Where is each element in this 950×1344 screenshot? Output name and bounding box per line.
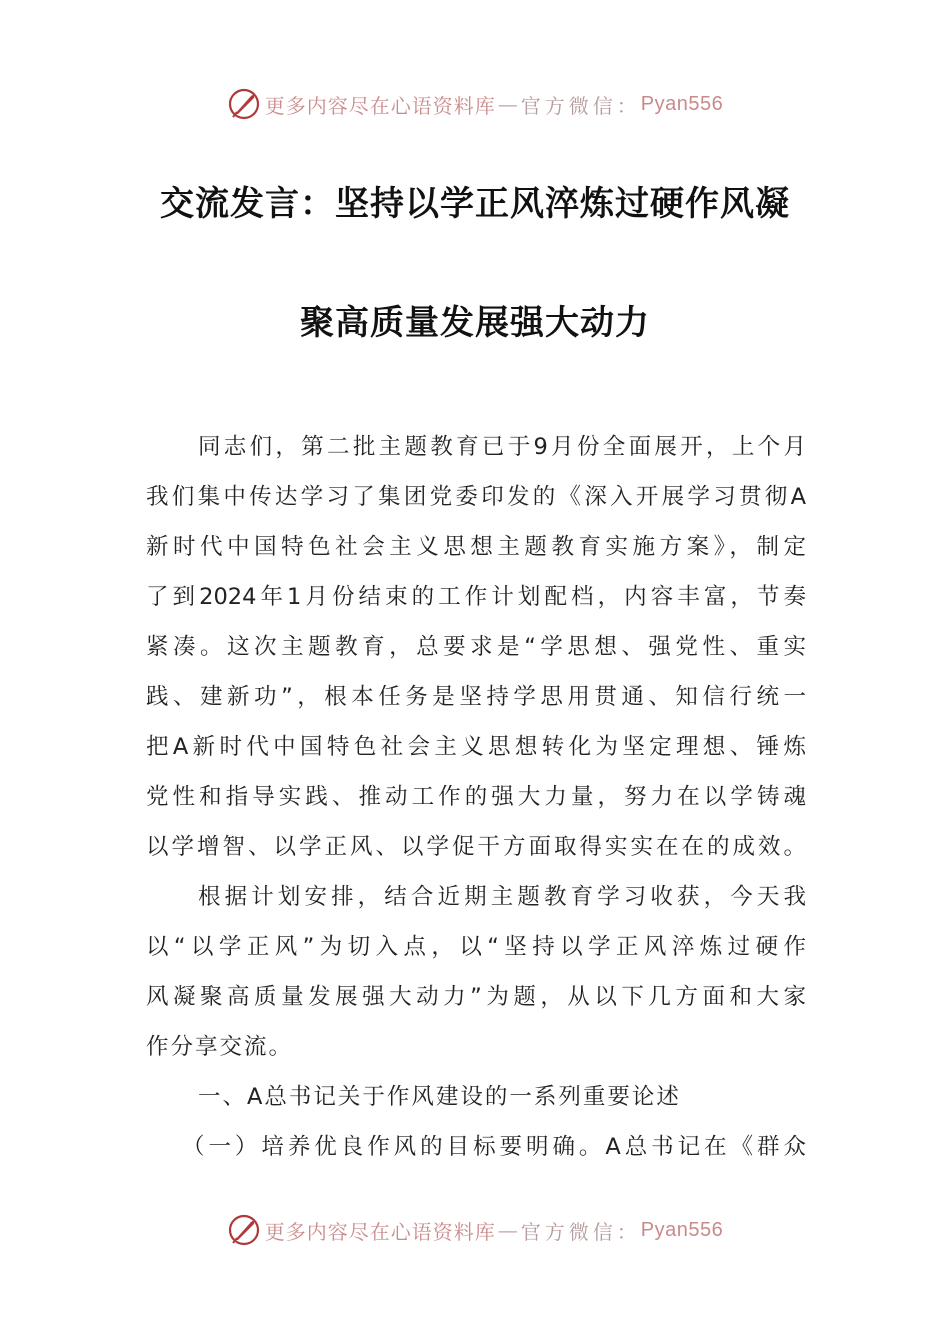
paragraph-2-line: 以“以学正风”为切入点，以“坚持以学正风淬炼过硬作	[146, 934, 806, 960]
paragraph-1-line: 我们集中传达学习了集团党委印发的《深入开展学习贯彻A	[146, 484, 806, 510]
watermark-dash: —	[497, 92, 519, 116]
paragraph-1-line: 践、建新功”，根本任务是坚持学思用贯通、知信行统一	[146, 684, 806, 710]
paragraph-1-line: 紧凑。这次主题教育，总要求是“学思想、强党性、重实	[146, 634, 806, 660]
document-title-line-1: 交流发言：坚持以学正风淬炼过硬作风凝	[160, 184, 790, 224]
paragraph-1-line: 了到2024年1月份结束的工作计划配档，内容丰富，节奏	[146, 584, 806, 610]
paragraph-1-line: 党性和指导实践、推动工作的强大力量，努力在以学铸魂	[146, 784, 806, 810]
paragraph-1-line: 同志们，第二批主题教育已于9月份全面展开，上个月	[198, 434, 806, 460]
paragraph-1-line: 以学增智、以学正风、以学促干方面取得实实在在的成效。	[146, 834, 806, 860]
section-heading-1: 一、A总书记关于作风建设的一系列重要论述	[198, 1084, 681, 1110]
paragraph-1-line: 新时代中国特色社会主义思想主题教育实施方案》，制定	[146, 534, 806, 560]
paragraph-2-line: 风凝聚高质量发展强大动力”为题，从以下几方面和大家	[146, 984, 806, 1010]
quill-logo-icon	[227, 1213, 261, 1247]
watermark-official-label: 官方微信：	[520, 93, 641, 118]
watermark-wechat-id: Pyan556	[640, 1218, 724, 1241]
paragraph-2-line: 作分享交流。	[146, 1034, 294, 1060]
paragraph-1-line: 把A新时代中国特色社会主义思想转化为坚定理想、锤炼	[146, 734, 806, 760]
document-title-line-2: 聚高质量发展强大动力	[300, 303, 650, 343]
paragraph-2-line: 根据计划安排，结合近期主题教育学习收获，今天我	[198, 884, 806, 910]
watermark-brand-text: 更多内容尽在心语资料库	[264, 1219, 496, 1244]
watermark-dash: —	[497, 1218, 519, 1242]
watermark-brand-text: 更多内容尽在心语资料库	[264, 93, 496, 118]
watermark-banner-bottom	[0, 1210, 950, 1250]
watermark-banner-top	[0, 84, 950, 124]
subsection-heading-1: （一）培养优良作风的目标要明确。A总书记在《群众	[182, 1134, 806, 1160]
watermark-official-label: 官方微信：	[520, 1219, 641, 1244]
watermark-wechat-id: Pyan556	[640, 92, 724, 115]
quill-logo-icon	[227, 87, 261, 121]
